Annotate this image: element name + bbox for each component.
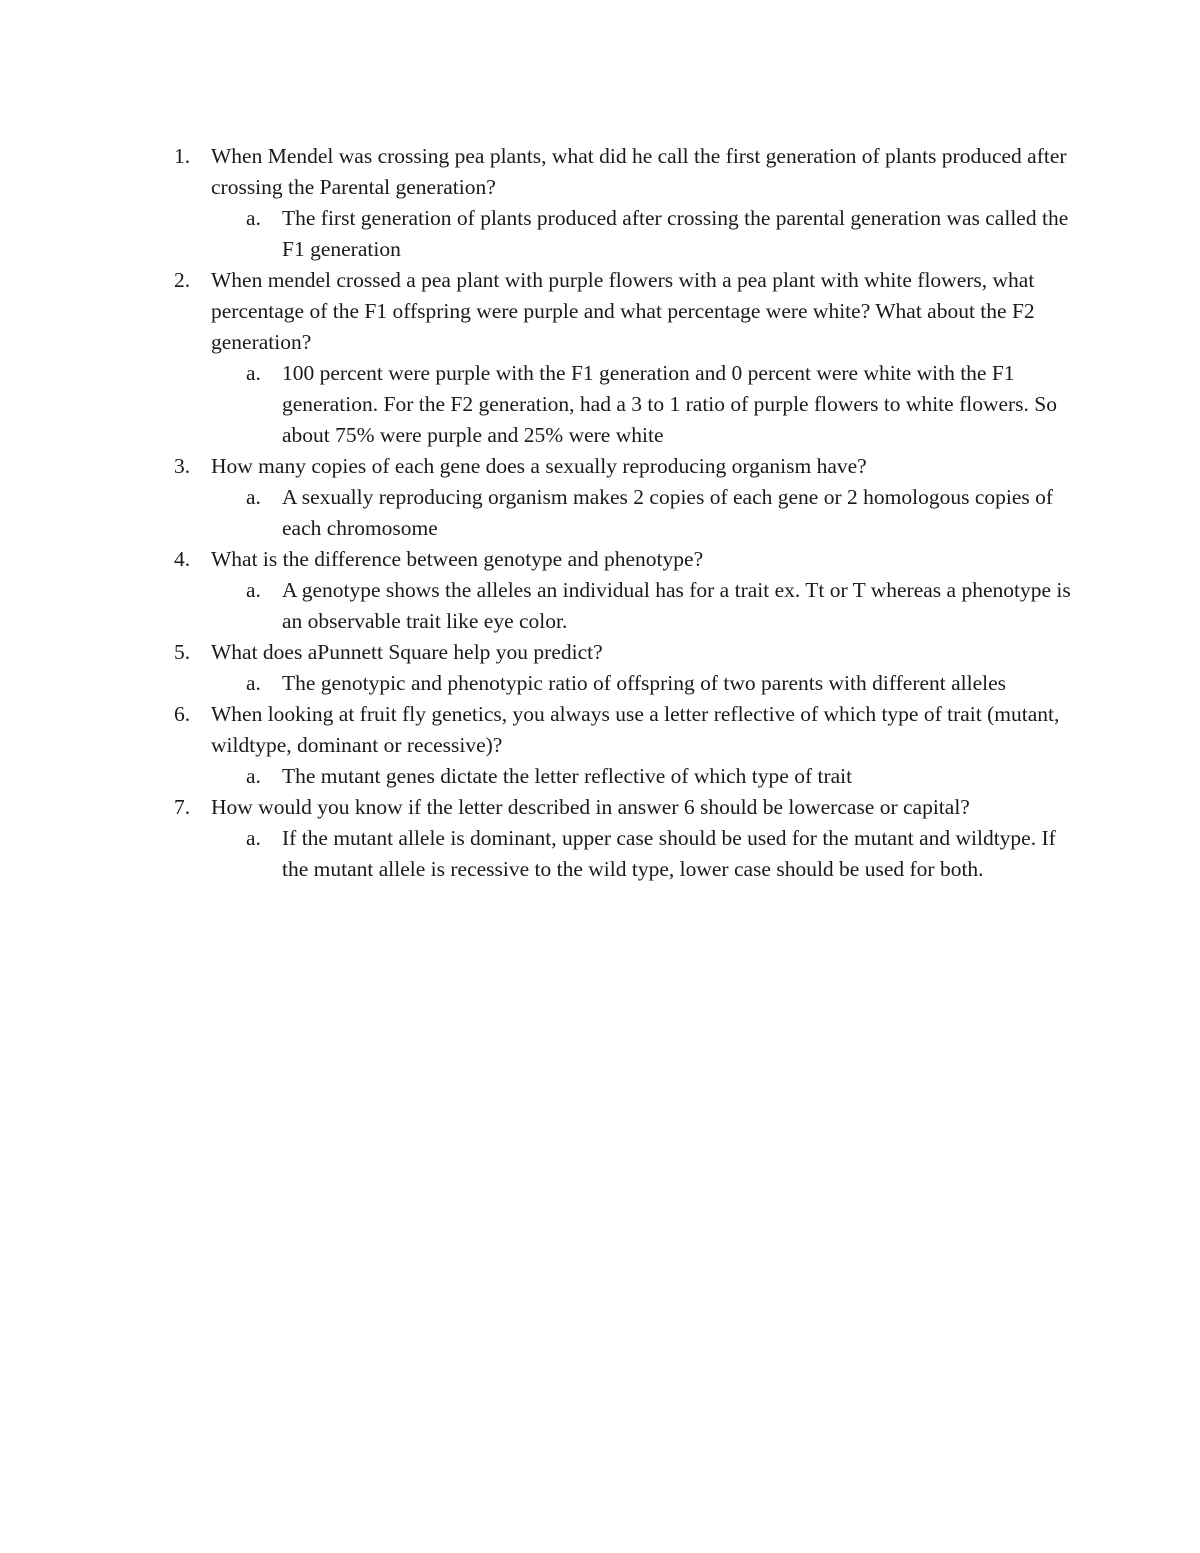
question-4 bbox=[0, 544, 1071, 575]
list-item bbox=[0, 451, 1200, 544]
question-2 bbox=[0, 265, 1071, 358]
question-number: 2. bbox=[174, 268, 191, 292]
answer-text: 100 percent were purple with the F1 generation and 0 percent were white with the F1 generation. For the F2 generation, had a 3 to 1 ratio of purple flowers to white flowers. So about 75% were purple and 25% were white bbox=[282, 361, 1058, 447]
question-number: 4. bbox=[174, 547, 191, 571]
question-6 bbox=[0, 699, 1071, 761]
answer-text: A genotype shows the alleles an individual has for a trait ex. Tt or T whereas a phenotype is an observable trait like eye color. bbox=[282, 578, 1071, 633]
question-number: 5. bbox=[174, 640, 191, 664]
question-number: 1. bbox=[174, 144, 191, 168]
answer-letter: a. bbox=[246, 826, 261, 850]
answer-text: The genotypic and phenotypic ratio of offspring of two parents with different alleles bbox=[282, 671, 1007, 695]
answer-text: The mutant genes dictate the letter reflective of which type of trait bbox=[282, 764, 853, 788]
question-text: When mendel crossed a pea plant with purple flowers with a pea plant with white flowers, what percentage of the F1 offspring were purple and what percentage were white? What about the F2 generation? bbox=[211, 268, 1035, 354]
answer-7 bbox=[0, 823, 1072, 885]
question-1 bbox=[0, 141, 1071, 203]
answer-text: A sexually reproducing organism makes 2 copies of each gene or 2 homologous copies of each chromosome bbox=[282, 485, 1054, 540]
answer-3 bbox=[0, 482, 1072, 544]
answer-letter: a. bbox=[246, 485, 261, 509]
question-number: 3. bbox=[174, 454, 191, 478]
list-item bbox=[0, 544, 1200, 637]
question-number: 6. bbox=[174, 702, 191, 726]
question-number: 7. bbox=[174, 795, 191, 819]
question-text: When looking at fruit fly genetics, you always use a letter reflective of which type of trait (mutant, wildtype, dominant or recessive)? bbox=[211, 702, 1060, 757]
list-item bbox=[0, 141, 1200, 265]
list-item bbox=[0, 637, 1200, 699]
answer-letter: a. bbox=[246, 578, 261, 602]
question-text: How many copies of each gene does a sexually reproducing organism have? bbox=[211, 454, 867, 478]
answer-1 bbox=[0, 203, 1072, 265]
question-text: What is the difference between genotype and phenotype? bbox=[211, 547, 704, 571]
answer-6 bbox=[0, 761, 1072, 792]
answer-4 bbox=[0, 575, 1072, 637]
answer-letter: a. bbox=[246, 671, 261, 695]
answer-text: If the mutant allele is dominant, upper case should be used for the mutant and wildtype. If the mutant allele is recessive to the wild type, lower case should be used for both. bbox=[282, 826, 1056, 881]
answer-letter: a. bbox=[246, 206, 261, 230]
question-text: What does aPunnett Square help you predict? bbox=[211, 640, 603, 664]
question-text: How would you know if the letter described in answer 6 should be lowercase or capital? bbox=[211, 795, 970, 819]
question-7 bbox=[0, 792, 1071, 823]
answer-5 bbox=[0, 668, 1072, 699]
question-text: When Mendel was crossing pea plants, what did he call the first generation of plants produced after crossing the Parental generation? bbox=[211, 144, 1067, 199]
question-5 bbox=[0, 637, 1071, 668]
answer-letter: a. bbox=[246, 361, 261, 385]
list-item bbox=[0, 265, 1200, 451]
answer-letter: a. bbox=[246, 764, 261, 788]
answer-text: The first generation of plants produced after crossing the parental generation was called the F1 generation bbox=[282, 206, 1069, 261]
list-item bbox=[0, 699, 1200, 792]
list-item bbox=[0, 792, 1200, 885]
question-3 bbox=[0, 451, 1071, 482]
question-list bbox=[0, 141, 1200, 885]
answer-2 bbox=[0, 358, 1072, 451]
